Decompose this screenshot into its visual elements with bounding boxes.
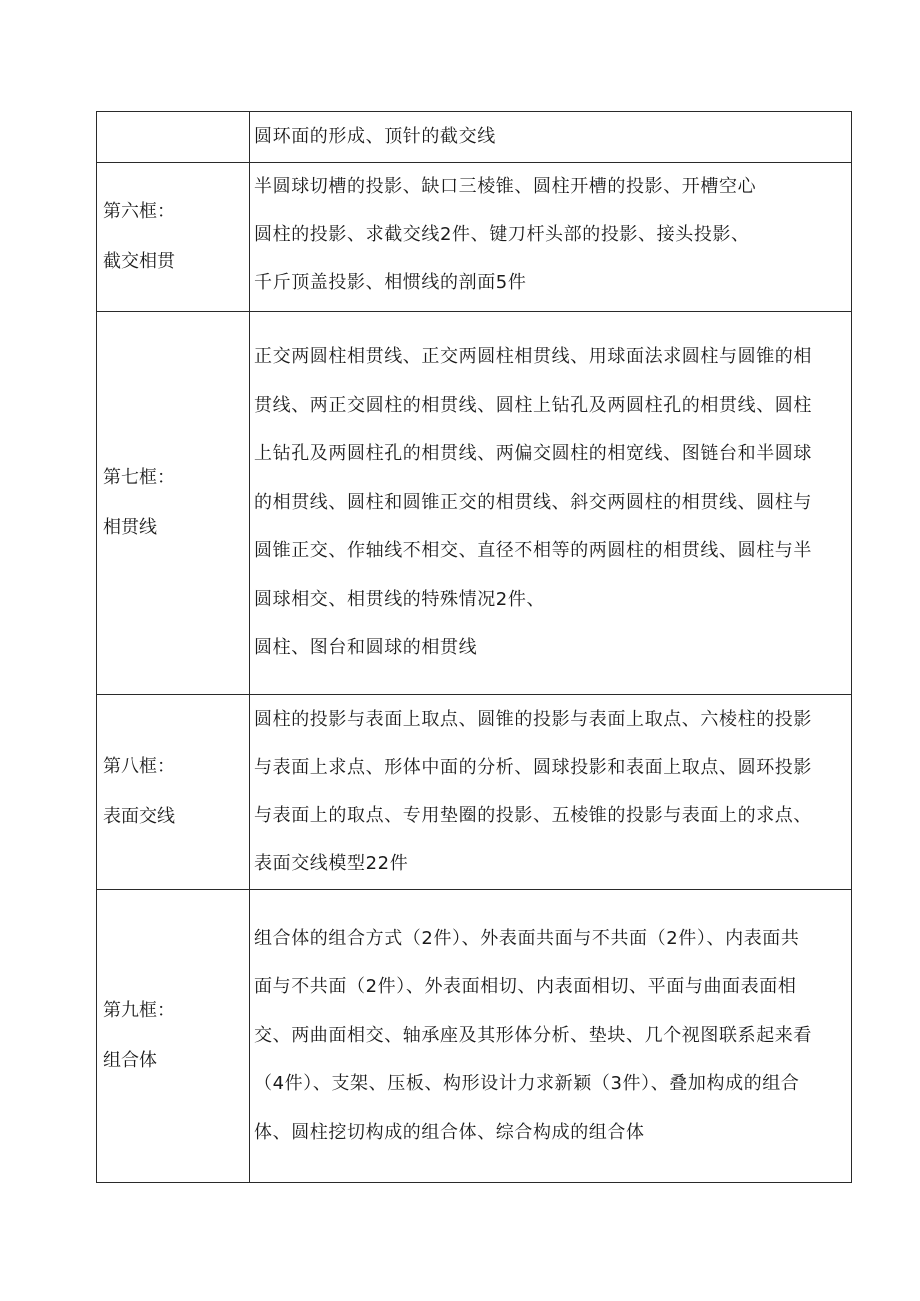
content-line: 半圆球切槽的投影、缺口三棱锥、圆柱开槽的投影、开槽空心: [254, 176, 757, 197]
inventory-table: [96, 111, 852, 1183]
cabinet-topic: 组合体: [103, 1050, 157, 1071]
content-line: 与表面上的取点、专用垫圈的投影、五棱锥的投影与表面上的求点、: [254, 805, 812, 826]
content-line: 的相贯线、圆柱和圆锥正交的相贯线、斜交两圆柱的相贯线、圆柱与: [254, 491, 812, 513]
cabinet-number: 第九框：: [103, 1000, 175, 1021]
table-row: [97, 695, 852, 890]
cabinet-content-cell: [250, 112, 852, 163]
cabinet-topic: 表面交线: [103, 806, 175, 827]
cabinet-content-cell: [250, 163, 852, 312]
table-row: [97, 890, 852, 1183]
table-row: [97, 163, 852, 312]
content-line: 正交两圆柱相贯线、正交两圆柱相贯线、用球面法求圆柱与圆锥的相: [254, 346, 812, 368]
cabinet-content-cell: [250, 890, 852, 1183]
content-line: （4件）、支架、压板、构形设计力求新颖（3件）、叠加构成的组合: [254, 1073, 800, 1095]
content-line: 圆柱的投影、求截交线2件、键刀杆头部的投影、接头投影、: [254, 224, 750, 245]
cabinet-label-cell: [97, 695, 250, 890]
content-line: 体、圆柱挖切构成的组合体、综合构成的组合体: [254, 1121, 645, 1143]
content-line: 贯线、两正交圆柱的相贯线、圆柱上钻孔及两圆柱孔的相贯线、圆柱: [254, 394, 812, 416]
cabinet-number: 第八框：: [103, 756, 175, 777]
cabinet-label-cell: [97, 890, 250, 1183]
cabinet-topic: 相贯线: [103, 517, 157, 538]
content-line: 圆球相交、相贯线的特殊情况2件、: [254, 588, 546, 610]
cabinet-topic: 截交相贯: [103, 251, 175, 272]
content-line: 圆柱、图台和圆球的相贯线: [254, 637, 478, 659]
content-line: 组合体的组合方式（2件）、外表面共面与不共面（2件）、内表面共: [254, 927, 800, 949]
cabinet-number: 第六框：: [103, 201, 175, 222]
cabinet-label-cell: [97, 312, 250, 695]
cabinet-number: 第七框：: [103, 467, 175, 488]
content-line: 上钻孔及两圆柱孔的相贯线、两偏交圆柱的相宽线、图链台和半圆球: [254, 443, 812, 465]
cabinet-label-cell: [97, 163, 250, 312]
cabinet-content-cell: [250, 312, 852, 695]
table-row: [97, 312, 852, 695]
table-row: [97, 112, 852, 163]
content-line: 交、两曲面相交、轴承座及其形体分析、垫块、几个视图联系起来看: [254, 1024, 812, 1046]
content-line: 圆柱的投影与表面上取点、圆锥的投影与表面上取点、六棱柱的投影: [254, 709, 812, 730]
content-line: 面与不共面（2件）、外表面相切、内表面相切、平面与曲面表面相: [254, 976, 797, 998]
content-line: 圆环面的形成、顶针的截交线: [254, 126, 496, 147]
cabinet-content-cell: [250, 695, 852, 890]
content-line: 表面交线模型22件: [254, 853, 409, 874]
content-line: 千斤顶盖投影、相惯线的剖面5件: [254, 272, 527, 293]
cabinet-label-cell: [97, 112, 250, 163]
content-line: 圆锥正交、作轴线不相交、直径不相等的两圆柱的相贯线、圆柱与半: [254, 540, 812, 562]
content-line: 与表面上求点、形体中面的分析、圆球投影和表面上取点、圆环投影: [254, 757, 812, 778]
